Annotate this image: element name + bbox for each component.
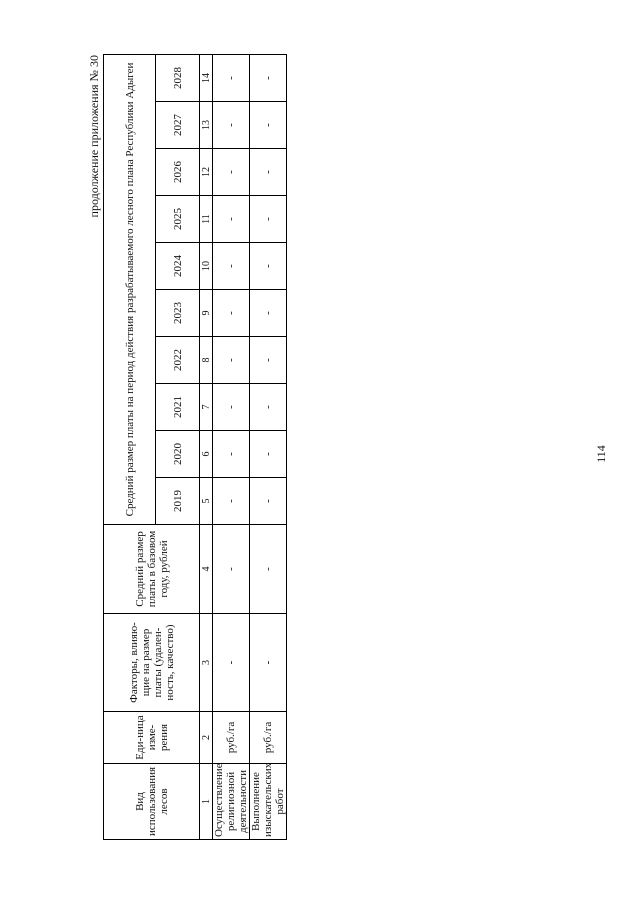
header-period-group: Средний размер платы на период действия разрабатываемого лесного плана Республики Адыгеи — [104, 54, 156, 524]
header-year: 2022 — [156, 337, 200, 384]
column-number: 10 — [200, 243, 213, 290]
column-number: 7 — [200, 384, 213, 431]
column-number: 3 — [200, 614, 213, 712]
page-number: 114 — [594, 445, 608, 463]
row-factors: - — [250, 614, 287, 712]
row-unit: руб./га — [250, 712, 287, 764]
header-unit: Еди-ница изме-рения — [104, 712, 200, 764]
row-year-value: - — [250, 337, 287, 384]
column-number-row — [200, 54, 213, 839]
header-year: 2027 — [156, 102, 200, 149]
header-year: 2019 — [156, 478, 200, 525]
row-year-value: - — [250, 384, 287, 431]
payment-table — [103, 54, 287, 840]
row-year-value: - — [250, 478, 287, 525]
row-name: Выполнение изыскательских работ — [250, 764, 287, 840]
row-year-value: - — [250, 243, 287, 290]
row-year-value: - — [213, 102, 250, 149]
header-year: 2025 — [156, 196, 200, 243]
column-number: 2 — [200, 712, 213, 764]
row-year-value: - — [250, 431, 287, 478]
column-number: 6 — [200, 431, 213, 478]
row-unit: руб./га — [213, 712, 250, 764]
row-year-value: - — [213, 384, 250, 431]
column-number: 12 — [200, 149, 213, 196]
header-year: 2020 — [156, 431, 200, 478]
header-year: 2024 — [156, 243, 200, 290]
column-number: 5 — [200, 478, 213, 525]
row-year-value: - — [213, 478, 250, 525]
row-year-value: - — [250, 290, 287, 337]
row-year-value: - — [213, 337, 250, 384]
column-number: 1 — [200, 764, 213, 840]
header-base-payment: Средний размер платы в базовом году, рублей — [104, 525, 200, 614]
row-name: Осуществление религиозной деятельности — [213, 764, 250, 840]
row-factors: - — [213, 614, 250, 712]
header-year: 2021 — [156, 384, 200, 431]
header-use-type: Вид использования лесов — [104, 764, 200, 840]
row-year-value: - — [213, 196, 250, 243]
row-year-value: - — [213, 431, 250, 478]
column-number: 13 — [200, 102, 213, 149]
row-year-value: - — [250, 102, 287, 149]
header-year: 2028 — [156, 54, 200, 101]
row-year-value: - — [250, 149, 287, 196]
row-year-value: - — [250, 54, 287, 101]
column-number: 8 — [200, 337, 213, 384]
continuation-note: продолжение приложения № 30 — [87, 55, 101, 218]
row-year-value: - — [213, 54, 250, 101]
row-year-value: - — [213, 149, 250, 196]
table-row — [213, 54, 250, 839]
row-year-value: - — [213, 243, 250, 290]
row-base-payment: - — [213, 525, 250, 614]
column-number: 14 — [200, 54, 213, 101]
table-row — [250, 54, 287, 839]
header-factors: Факторы, влияю-щие на размер платы (удален-ность, качество) — [104, 614, 200, 712]
header-year: 2023 — [156, 290, 200, 337]
column-number: 11 — [200, 196, 213, 243]
row-year-value: - — [213, 290, 250, 337]
row-base-payment: - — [250, 525, 287, 614]
header-year: 2026 — [156, 149, 200, 196]
row-year-value: - — [250, 196, 287, 243]
column-number: 9 — [200, 290, 213, 337]
column-number: 4 — [200, 525, 213, 614]
rotated-page — [85, 55, 285, 840]
